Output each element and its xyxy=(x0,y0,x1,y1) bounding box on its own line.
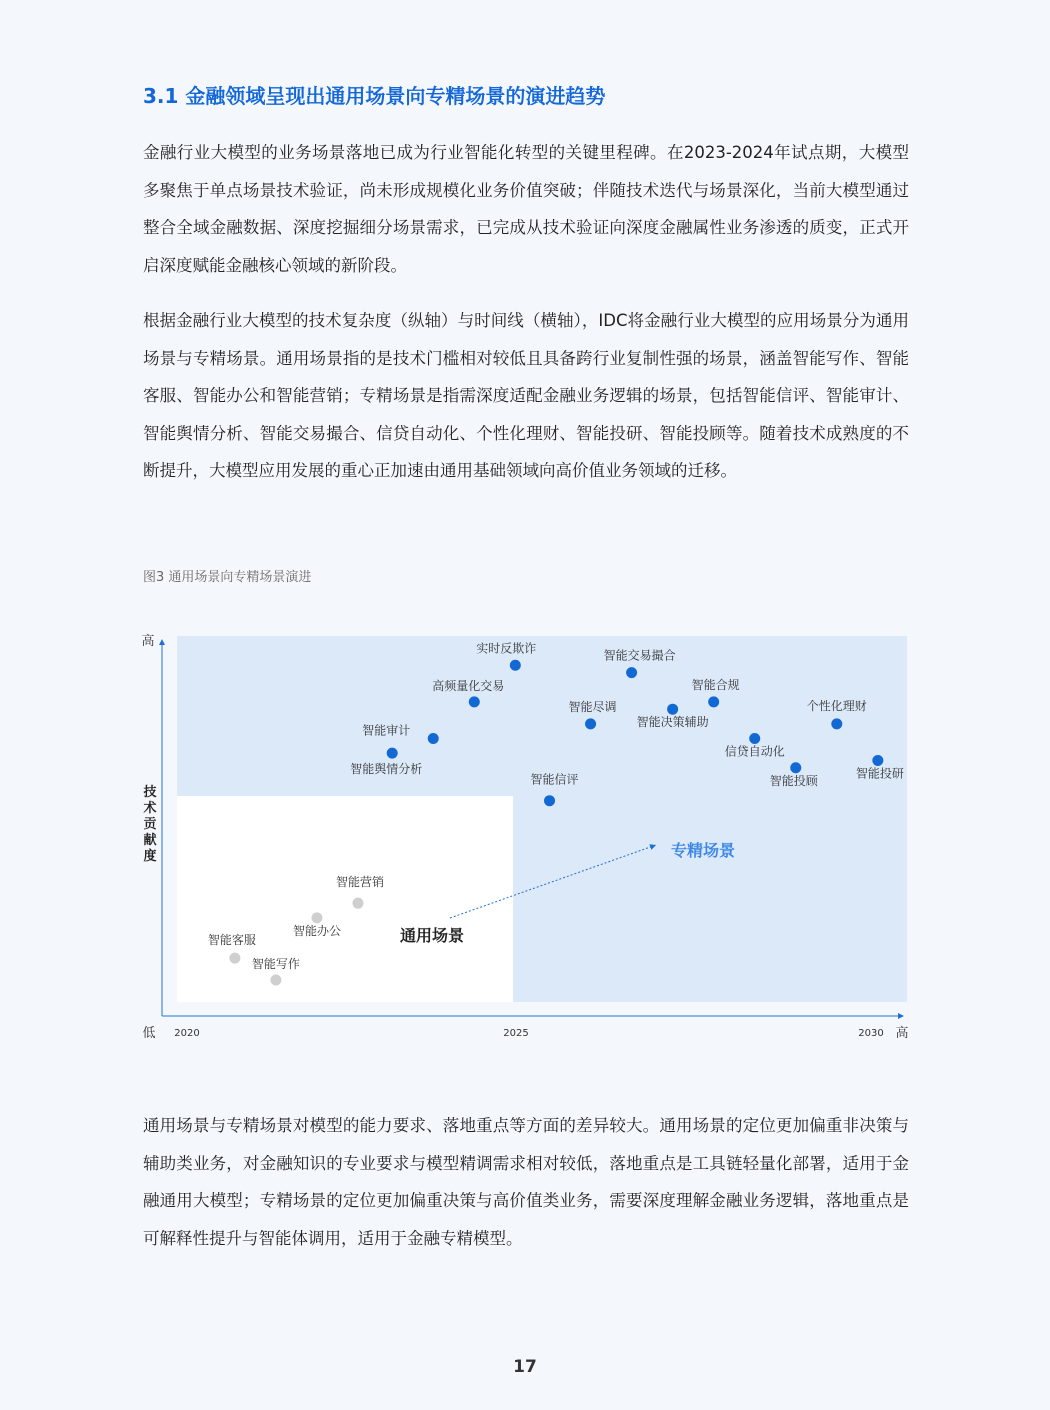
x-tick-2025: 2025 xyxy=(503,1028,529,1039)
y-axis-title-char: 术 xyxy=(143,801,157,816)
y-axis-title-char: 献 xyxy=(143,833,157,848)
data-point xyxy=(749,733,760,744)
data-point xyxy=(626,667,637,678)
section-heading: 3.1 金融领域呈现出通用场景向专精场景的演进趋势 xyxy=(143,84,606,108)
data-point-label: 智能尽调 xyxy=(568,699,617,714)
data-point xyxy=(831,718,842,729)
data-point-label: 智能办公 xyxy=(292,923,341,938)
data-point xyxy=(872,755,883,766)
data-point-label: 智能写作 xyxy=(251,957,300,972)
data-point-label: 智能投顾 xyxy=(769,773,818,788)
data-point xyxy=(469,696,480,707)
y-axis-high-label: 高 xyxy=(141,634,155,649)
data-point-label: 高频量化交易 xyxy=(432,678,505,693)
data-point xyxy=(353,898,364,909)
y-axis-title-char: 技 xyxy=(143,785,157,800)
data-point-label: 智能营销 xyxy=(335,875,385,890)
data-point xyxy=(790,762,801,773)
page-number: 17 xyxy=(513,1357,537,1377)
data-point xyxy=(510,660,521,671)
y-axis-title xyxy=(142,784,157,864)
axis-low-label: 低 xyxy=(142,1026,156,1041)
data-point-label: 智能信评 xyxy=(530,772,579,787)
data-point-label: 智能客服 xyxy=(207,933,256,948)
data-point-label: 智能舆情分析 xyxy=(350,762,423,777)
data-point xyxy=(270,975,281,986)
data-point xyxy=(585,718,596,729)
data-point xyxy=(311,912,322,923)
data-point xyxy=(667,704,678,715)
data-point xyxy=(544,795,555,806)
figure-caption: 图3 通用场景向专精场景演进 xyxy=(143,570,312,585)
data-point-label: 智能交易撮合 xyxy=(603,648,676,663)
data-point-label: 智能审计 xyxy=(362,723,411,738)
data-point-label: 个性化理财 xyxy=(806,698,867,713)
paragraph-2: 根据金融行业大模型的技术复杂度（纵轴）与时间线（横轴），IDC将金融行业大模型的应用场景分为通用场景与专精场景。通用场景指的是技术门槛相对较低且具备跨行业复制性强的场景，涵盖智能写作、智能客服、智能办公和智能营销；专精场景是指需深度适配金融业务逻辑的场景，包括智能信评、智能审计、智能舆情分析、智能交易撮合、信贷自动化、个性化理财、智能投研、智能投顾等。随着技术成熟度的不断提升，大模型应用发展的重心正加速由通用基础领域向高价值业务领域的迁移。 xyxy=(143,311,909,480)
x-tick-2020: 2020 xyxy=(174,1028,200,1039)
data-point xyxy=(387,748,398,759)
data-point-label: 实时反欺诈 xyxy=(476,641,537,656)
paragraph-3: 通用场景与专精场景对模型的能力要求、落地重点等方面的差异较大。通用场景的定位更加偏重非决策与辅助类业务，对金融知识的专业要求与模型精调需求相对较低，落地重点是工具链轻量化部署，适用于金融通用大模型；专精场景的定位更加偏重决策与高价值类业务，需要深度理解金融业务逻辑，落地重点是可解释性提升与智能体调用，适用于金融专精模型。 xyxy=(143,1116,909,1248)
x-axis-high-label: 高 xyxy=(895,1026,909,1041)
data-point-label: 智能决策辅助 xyxy=(636,715,709,730)
region-label-specialized: 专精场景 xyxy=(670,841,736,860)
data-point-label: 信贷自动化 xyxy=(724,744,785,759)
x-tick-2030: 2030 xyxy=(858,1028,884,1039)
y-axis-title-char: 度 xyxy=(143,849,157,864)
data-point-label: 智能合规 xyxy=(691,677,740,692)
data-point-label: 智能投研 xyxy=(855,766,904,781)
specialized-region-right xyxy=(513,796,907,1002)
region-label-general: 通用场景 xyxy=(399,926,465,945)
general-region xyxy=(177,796,513,1002)
data-point xyxy=(229,953,240,964)
paragraph-1: 金融行业大模型的业务场景落地已成为行业智能化转型的关键里程碑。在2023-2024年试点期，大模型多聚焦于单点场景技术验证，尚未形成规模化业务价值突破；伴随技术迭代与场景深化，当前大模型通过整合全域金融数据、深度挖掘细分场景需求，已完成从技术验证向深度金融属性业务渗透的质变，正式开启深度赋能金融核心领域的新阶段。 xyxy=(143,143,909,275)
y-axis-title-char: 贡 xyxy=(143,817,157,832)
data-point xyxy=(708,696,719,707)
data-point xyxy=(428,733,439,744)
